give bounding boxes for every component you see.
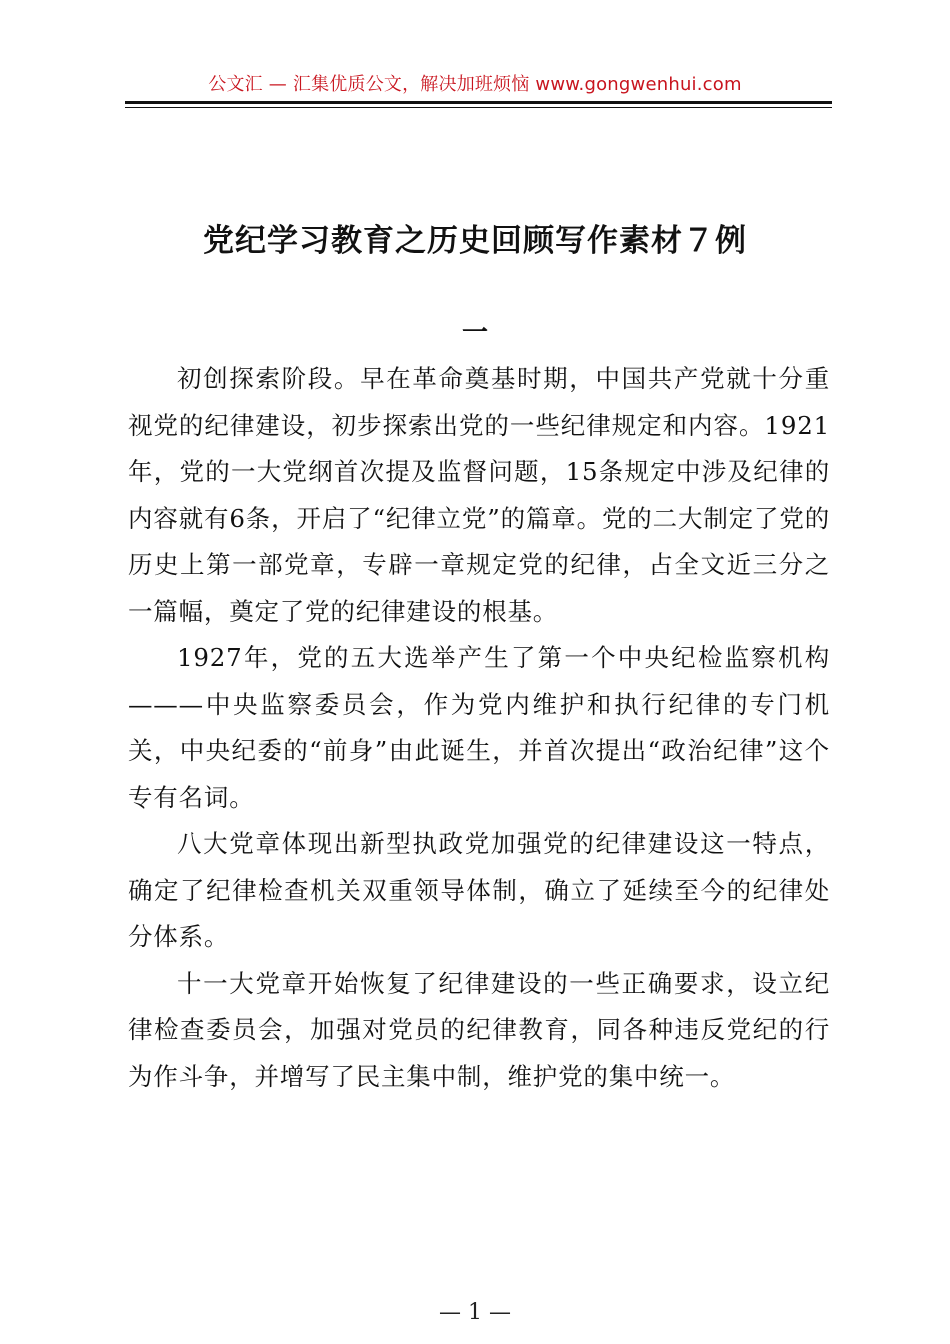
paragraph: 1927年，党的五大选举产生了第一个中央纪检监察机构———中央监察委员会，作为党内维护和执行纪律的专门机关，中央纪委的“前身”由此诞生，并首次提出“政治纪律”这个专有名词。 [128, 643, 830, 812]
page-number: — 1 — [439, 1300, 511, 1325]
document-body [128, 356, 830, 1100]
section-mark: 一 [461, 318, 488, 348]
paragraph: 初创探索阶段。早在革命奠基时期，中国共产党就十分重视党的纪律建设，初步探索出党的一些纪律规定和内容。1921年，党的一大党纲首次提及监督问题，15条规定中涉及纪律的内容就有6条，开启了“纪律立党”的篇章。党的二大制定了党的历史上第一部党章，专辟一章规定党的纪律，占全文近三分之一篇幅，奠定了党的纪律建设的根基。 [128, 364, 830, 626]
header-rule-thick [125, 101, 832, 104]
paragraph: 八大党章体现出新型执政党加强党的纪律建设这一特点，确定了纪律检查机关双重领导体制，确立了延续至今的纪律处分体系。 [128, 829, 830, 951]
header-banner: 公文汇 — 汇集优质公文，解决加班烦恼 www.gongwenhui.com [208, 74, 742, 95]
paragraph: 十一大党章开始恢复了纪律建设的一些正确要求，设立纪律检查委员会，加强对党员的纪律教育，同各种违反党纪的行为作斗争，并增写了民主集中制，维护党的集中统一。 [128, 968, 830, 1091]
document-title: 党纪学习教育之历史回顾写作素材７例 [203, 223, 747, 259]
header-rule-thin [125, 107, 832, 108]
